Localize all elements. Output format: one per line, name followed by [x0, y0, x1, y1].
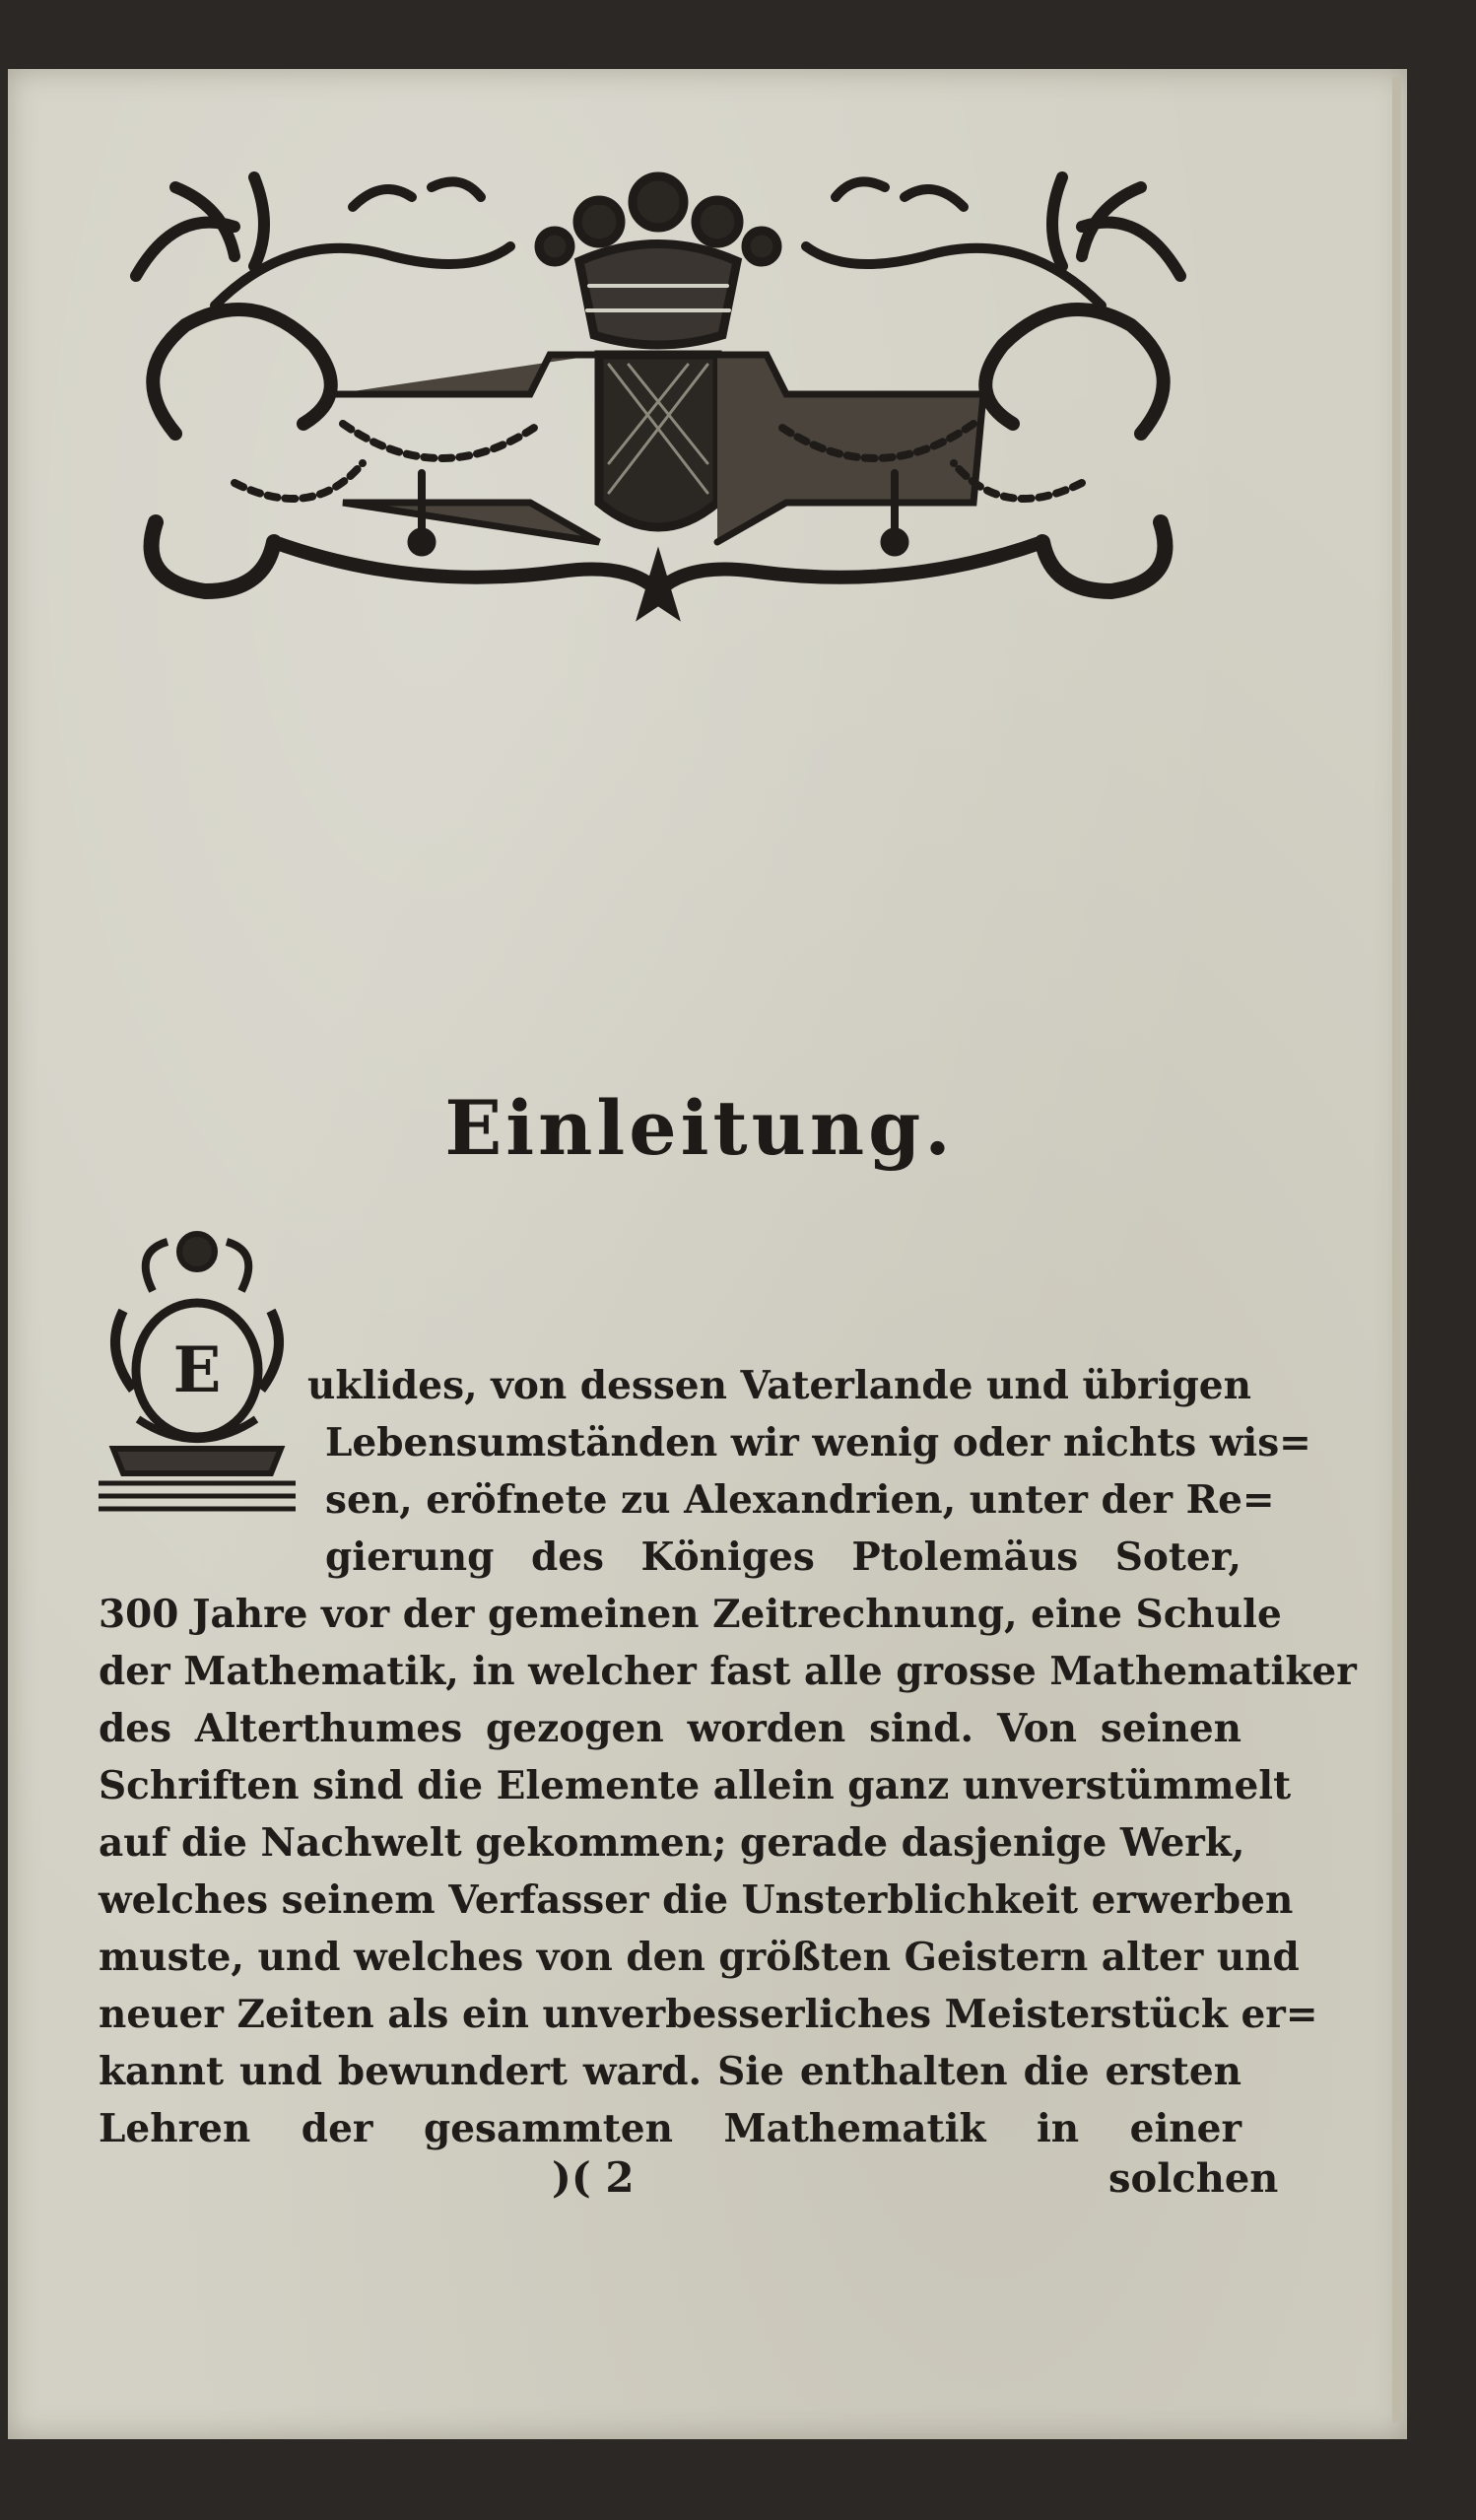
- catchword: solchen: [1108, 2155, 1279, 2202]
- body-line: 300 Jahre vor der gemeinen Zeitrechnung, eine Schule: [99, 1592, 1282, 1637]
- body-line: neuer Zeiten als ein unverbesserliches Meisterstück er=: [99, 1992, 1318, 2037]
- body-line: muste, und welches von den größten Geistern alter und: [99, 1935, 1300, 1980]
- ornamental-headpiece: [116, 168, 1200, 641]
- body-line: kannt und bewundert ward. Sie enthalten die ersten: [99, 2049, 1241, 2094]
- body-line: sen, eröfnete zu Alexandrien, unter der Re=: [325, 1477, 1275, 1523]
- page-edge: [1392, 77, 1401, 2422]
- body-line: der Mathematik, in welcher fast alle grosse Mathematiker: [99, 1649, 1357, 1694]
- decorated-initial: [94, 1222, 301, 1528]
- body-line: des Alterthumes gezogen worden sind. Von seinen: [99, 1706, 1241, 1751]
- initial-letter: E: [172, 1333, 222, 1407]
- body-line: welches seinem Verfasser die Unsterblichkeit erwerben: [99, 1877, 1294, 1923]
- body-line: uklides, von dessen Vaterlande und übrigen: [307, 1363, 1251, 1408]
- signature-mark: )( 2: [552, 2153, 635, 2202]
- body-line: gierung des Königes Ptolemäus Soter,: [325, 1534, 1241, 1580]
- body-line: Schriften sind die Elemente allein ganz unverstümmelt: [99, 1763, 1292, 1808]
- chapter-heading: Einleitung.: [444, 1084, 955, 1172]
- body-line: Lehren der gesammten Mathematik in einer: [99, 2106, 1241, 2151]
- body-line: Lebensumständen wir wenig oder nichts wis=: [325, 1420, 1311, 1465]
- body-line: auf die Nachwelt gekommen; gerade dasjenige Werk,: [99, 1820, 1245, 1866]
- initial-ornament: [94, 1222, 301, 1528]
